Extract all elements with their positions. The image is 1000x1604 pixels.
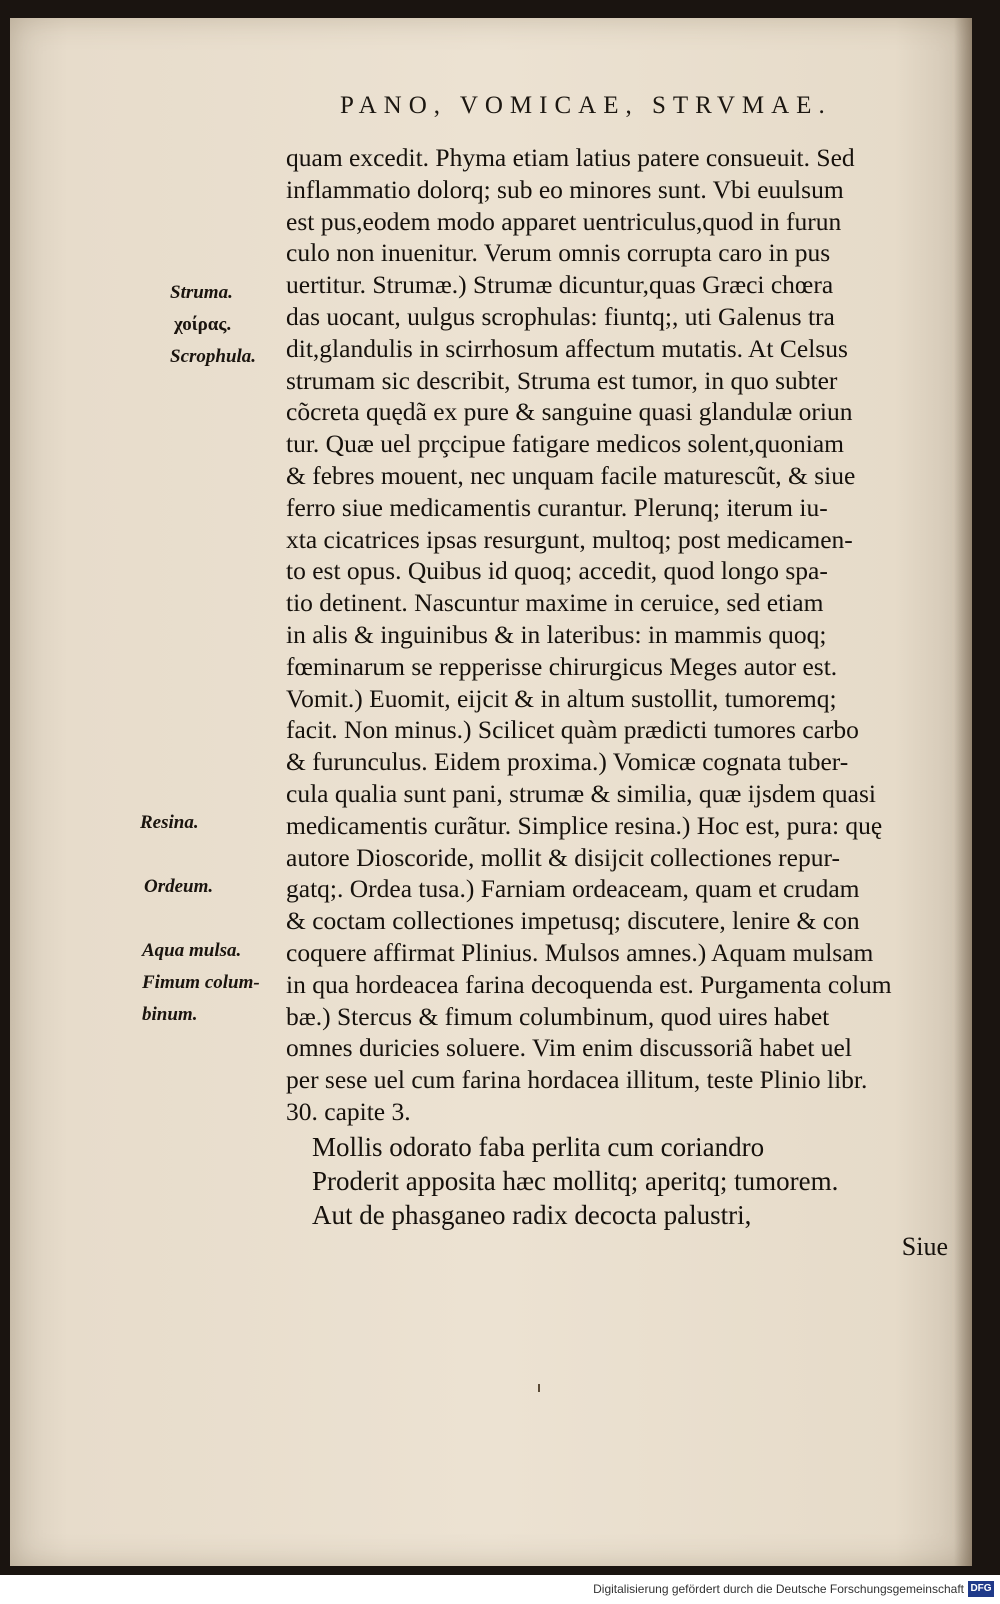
verse-line: Mollis odorato faba perlita cum coriandro <box>312 1132 765 1162</box>
margin-note-scrophula: Scrophula. <box>170 346 257 367</box>
text-line: xta cicatrices ipsas resurgunt, multoq; post medicamen- <box>286 524 853 554</box>
margin-note-columbinum: binum. <box>142 1004 198 1025</box>
text-line: inflammatio dolorq; sub eo minores sunt. Vbi euulsum <box>286 174 844 204</box>
margin-note-fimum: Fimum colum- <box>142 972 260 993</box>
catchword: Siue <box>901 1232 948 1261</box>
verse-block <box>312 1130 952 1232</box>
text-line: & furunculus. Eidem proxima.) Vomicæ cognata tuber- <box>286 747 849 777</box>
text-line: per sese uel cum farina hordacea illitum, teste Plinio libr. <box>286 1065 868 1095</box>
text-line: & coctam collectiones impetusq; discutere, lenire & con <box>286 906 860 936</box>
text-line: strumam sic describit, Struma est tumor, in quo subter <box>286 365 838 395</box>
text-line: uertitur. Strumæ.) Strumæ dicuntur,quas Græci chœra <box>286 270 834 300</box>
text-line: & febres mouent, nec unquam facile maturescũt, & siue <box>286 460 856 490</box>
text-line: das uocant, uulgus scrophulas: fiuntq;, uti Galenus tra <box>286 301 835 331</box>
verse-line: Proderit apposita hæc mollitq; aperitq; tumorem. <box>312 1166 839 1196</box>
text-line: quam excedit. Phyma etiam latius patere consueuit. Sed <box>286 143 855 172</box>
text-line: tur. Quæ uel prçcipue fatigare medicos solent,quoniam <box>286 429 845 459</box>
text-line: cula qualia sunt pani, strumæ & similia, quæ ijsdem quasi <box>286 778 876 808</box>
main-text <box>286 142 946 1128</box>
footer-bar <box>0 1576 1000 1604</box>
text-line: ferro siue medicamentis curantur. Plerunq; iterum iu- <box>286 492 828 522</box>
margin-note-greek: χοίρας. <box>174 314 232 335</box>
text-line: bæ.) Stercus & fimum columbinum, quod uires habet <box>286 1001 830 1031</box>
text-line: dit,glandulis in scirrhosum affectum mutatis. At Celsus <box>286 333 848 363</box>
margin-note-aqua-mulsa: Aqua mulsa. <box>142 940 242 961</box>
text-line: tio detinent. Nascuntur maxime in ceruice, sed etiam <box>286 588 824 618</box>
text-line: facit. Non minus.) Scilicet quàm prædicti tumores carbo <box>286 715 859 745</box>
ink-mark <box>538 1384 540 1392</box>
text-line: medicamentis curãtur. Simplice resina.) Hoc est, pura: quę <box>286 810 883 840</box>
text-line: in qua hordeacea farina decoquenda est. Purgamenta colum <box>286 969 892 999</box>
dfg-logo-icon: DFG <box>968 1581 994 1597</box>
text-line: gatq;. Ordea tusa.) Farniam ordeaceam, quam et crudam <box>286 874 860 904</box>
text-line: coquere affirmat Plinius. Mulsos amnes.) Aquam mulsam <box>286 937 874 967</box>
footer-credit: Digitalisierung gefördert durch die Deutsche Forschungsgemeinschaft <box>593 1582 964 1596</box>
text-line: omnes duricies soluere. Vim enim discussoriã habet uel <box>286 1033 852 1063</box>
text-line: to est opus. Quibus id quoq; accedit, quod longo spa- <box>286 556 828 586</box>
margin-note-resina: Resina. <box>140 812 199 833</box>
page-edge-shadow <box>954 18 972 1566</box>
text-line: fœminarum se repperisse chirurgicus Meges autor est. <box>286 651 838 681</box>
text-line: 30. capite 3. <box>286 1096 411 1126</box>
margin-note-ordeum: Ordeum. <box>144 876 214 897</box>
text-line: culo non inuenitur. Verum omnis corrupta caro in pus <box>286 238 831 268</box>
running-header: PANO, VOMICAE, STRVMAE. <box>340 92 832 119</box>
verse-line: Aut de phasganeo radix decocta palustri, <box>312 1200 752 1230</box>
text-line: est pus,eodem modo apparet uentriculus,quod in furun <box>286 206 842 236</box>
margin-note-struma: Struma. <box>170 282 233 303</box>
text-line: in alis & inguinibus & in lateribus: in mammis quoq; <box>286 619 827 649</box>
text-line: Vomit.) Euomit, eijcit & in altum sustollit, tumoremq; <box>286 683 837 713</box>
text-line: autore Dioscoride, mollit & disijcit collectiones repur- <box>286 842 840 872</box>
text-line: cõcreta quędã ex pure & sanguine quasi glandulæ oriun <box>286 397 853 427</box>
